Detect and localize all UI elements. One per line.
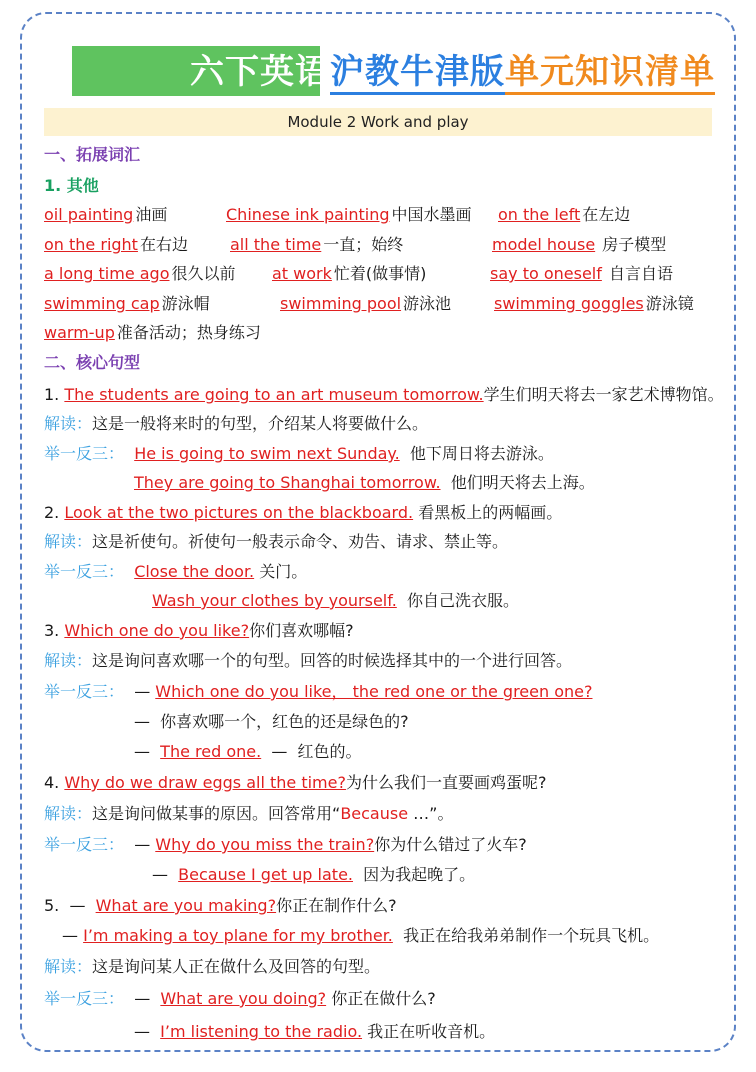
section-heading-vocab: 一、拓展词汇 [44,145,141,164]
juyi-label: 举一反三： [44,562,125,581]
sentence-1-example-1 [44,443,554,465]
note-text: 这是询问喜欢哪一个的句型。回答的时候选择其中的一个进行回答。 [92,651,573,670]
vocab-cn: 油画 [135,205,168,224]
example-cn: 你自己洗衣服。 [406,591,519,610]
juyi-label: 举一反三： [44,682,125,701]
sentence-en: I’m making a toy plane for my brother. [83,926,393,945]
example-cn: 你正在做什么? [331,989,436,1008]
sentence-cn: 看黑板上的两幅画。 [418,503,563,522]
juyi-label: 举一反三： [44,835,125,854]
jiedu-label: 解读： [44,414,93,433]
note-text: …”。 [408,804,454,823]
sentence-cn: 你们喜欢哪幅? [249,621,354,640]
vocab-cn: 很久以前 [171,264,236,283]
sentence-number: 1. [44,385,60,404]
vocab-en: swimming pool [280,294,402,313]
sentence-en: Look at the two pictures on the blackboard. [64,503,414,522]
vocab-cn: 游泳池 [403,294,452,313]
note-text: 这是一般将来时的句型，介绍某人将要做什么。 [92,414,429,433]
vocab-cn: 游泳镜 [645,294,694,313]
vocab-row [44,322,261,344]
section-heading-sentences: 二、核心句型 [44,353,141,372]
sentence-3-example-1-cn [134,711,409,733]
vocab-cn: 房子模型 [597,235,667,254]
dash: — [134,835,151,854]
example-en: They are going to Shanghai tomorrow. [134,473,441,492]
vocab-cn: 中国水墨画 [391,205,472,224]
note-text: 这是祈使句。祈使句一般表示命令、劝告、请求、禁止等。 [92,532,509,551]
sentence-cn: 我正在给我弟弟制作一个玩具飞机。 [403,926,660,945]
example-cn: 关门。 [259,562,308,581]
example-cn: 他下周日将去游泳。 [409,444,554,463]
dash: — [134,1022,150,1041]
sentence-3-example-2 [134,741,362,763]
example-cn: 我正在听收音机。 [367,1022,496,1041]
example-en: What are you doing? [160,989,327,1008]
sentence-5-example-1 [44,988,436,1010]
sentence-en: Which one do you like? [64,621,250,640]
vocab-en: on the right [44,235,138,254]
sentence-2-note [44,531,508,553]
sentence-2 [44,502,562,524]
sentence-2-example-1 [44,561,307,583]
juyi-label: 举一反三： [44,989,125,1008]
sentence-1-example-2 [134,472,595,494]
example-en: I’m listening to the radio. [160,1022,363,1041]
vocab-en: oil painting [44,205,134,224]
page-title [72,42,715,98]
jiedu-label: 解读： [44,804,93,823]
jiedu-label: 解读： [44,957,93,976]
dash: — [62,926,78,945]
vocab-cn: 游泳帽 [161,294,210,313]
note-text: 这是询问做某事的原因。回答常用“ [92,804,341,823]
vocab-cn: 在右边 [139,235,188,254]
dash: — [271,742,288,761]
sentence-4-note [44,803,453,825]
dash: — [134,682,151,701]
sentence-number: 3. [44,621,60,640]
title-part3: 单元知识清单 [505,52,715,95]
vocab-cn: 一直；始终 [323,235,404,254]
sentence-cn: 学生们明天将去一家艺术博物馆。 [483,385,724,404]
example-en: The red one. [160,742,262,761]
sentence-5-note [44,956,380,978]
sentence-4-example-1 [44,834,527,856]
sentence-en: What are you making? [95,896,277,915]
module-heading: Module 2 Work and play [44,108,712,136]
example-cn: 他们明天将去上海。 [450,473,595,492]
vocab-cn: 忙着(做事情) [333,264,427,283]
sentence-5 [44,895,397,917]
subsection-heading-other: 1. 其他 [44,176,99,195]
sentence-cn: 你正在制作什么? [276,896,397,915]
vocab-cn: 准备活动；热身练习 [116,323,261,342]
title-part1: 六下英语 [190,52,330,92]
vocab-cn: 自言自语 [603,264,673,283]
example-cn: 因为我起晚了。 [363,865,476,884]
example-cn: 你为什么错过了火车? [374,835,527,854]
sentence-3-note [44,650,572,672]
vocab-en: on the left [498,205,581,224]
sentence-en: Why do we draw eggs all the time? [64,773,346,792]
sentence-en: The students are going to an art museum tomorrow. [64,385,484,404]
example-en: Close the door. [134,562,255,581]
sentence-number: 2. [44,503,60,522]
sentence-4-example-2 [152,864,475,886]
sentence-2-example-2 [152,590,519,612]
example-en: Wash your clothes by yourself. [152,591,397,610]
example-cn: 红色的。 [297,742,362,761]
sentence-number: 4. [44,773,60,792]
dash: — [134,989,151,1008]
sentence-1 [44,384,724,406]
vocab-en: a long time ago [44,264,170,283]
sentence-3-example-1 [44,681,592,703]
vocab-en: at work [272,264,332,283]
note-keyword: Because [340,804,409,823]
note-text: 这是询问某人正在做什么及回答的句型。 [92,957,381,976]
juyi-label: 举一反三： [44,444,125,463]
vocab-en: warm-up [44,323,115,342]
example-en: Which one do you like， the red one or the green one? [155,682,593,701]
vocab-en: all the time [230,235,322,254]
jiedu-label: 解读： [44,532,93,551]
vocab-en: Chinese ink painting [226,205,390,224]
sentence-cn: 为什么我们一直要画鸡蛋呢? [345,773,547,792]
sentence-5-answer [62,925,659,947]
vocab-en: swimming goggles [494,294,644,313]
sentence-number: 5. [44,896,60,915]
example-en: Because I get up late. [178,865,353,884]
vocab-cn: 在左边 [582,205,631,224]
sentence-4 [44,772,546,794]
vocab-en: say to oneself [490,264,602,283]
dash: — [134,742,150,761]
example-en: Why do you miss the train? [155,835,375,854]
vocab-en: swimming cap [44,294,160,313]
dash: — [134,712,150,731]
dash: — [69,896,86,915]
example-en: He is going to swim next Sunday. [134,444,400,463]
sentence-5-example-2 [134,1021,495,1043]
dash: — [152,865,168,884]
sentence-1-note [44,413,428,435]
title-part2: 沪教牛津版 [330,52,505,95]
vocab-en: model house [492,235,596,254]
jiedu-label: 解读： [44,651,93,670]
example-cn: 你喜欢哪一个，红色的还是绿色的? [160,712,409,731]
sentence-3 [44,620,354,642]
